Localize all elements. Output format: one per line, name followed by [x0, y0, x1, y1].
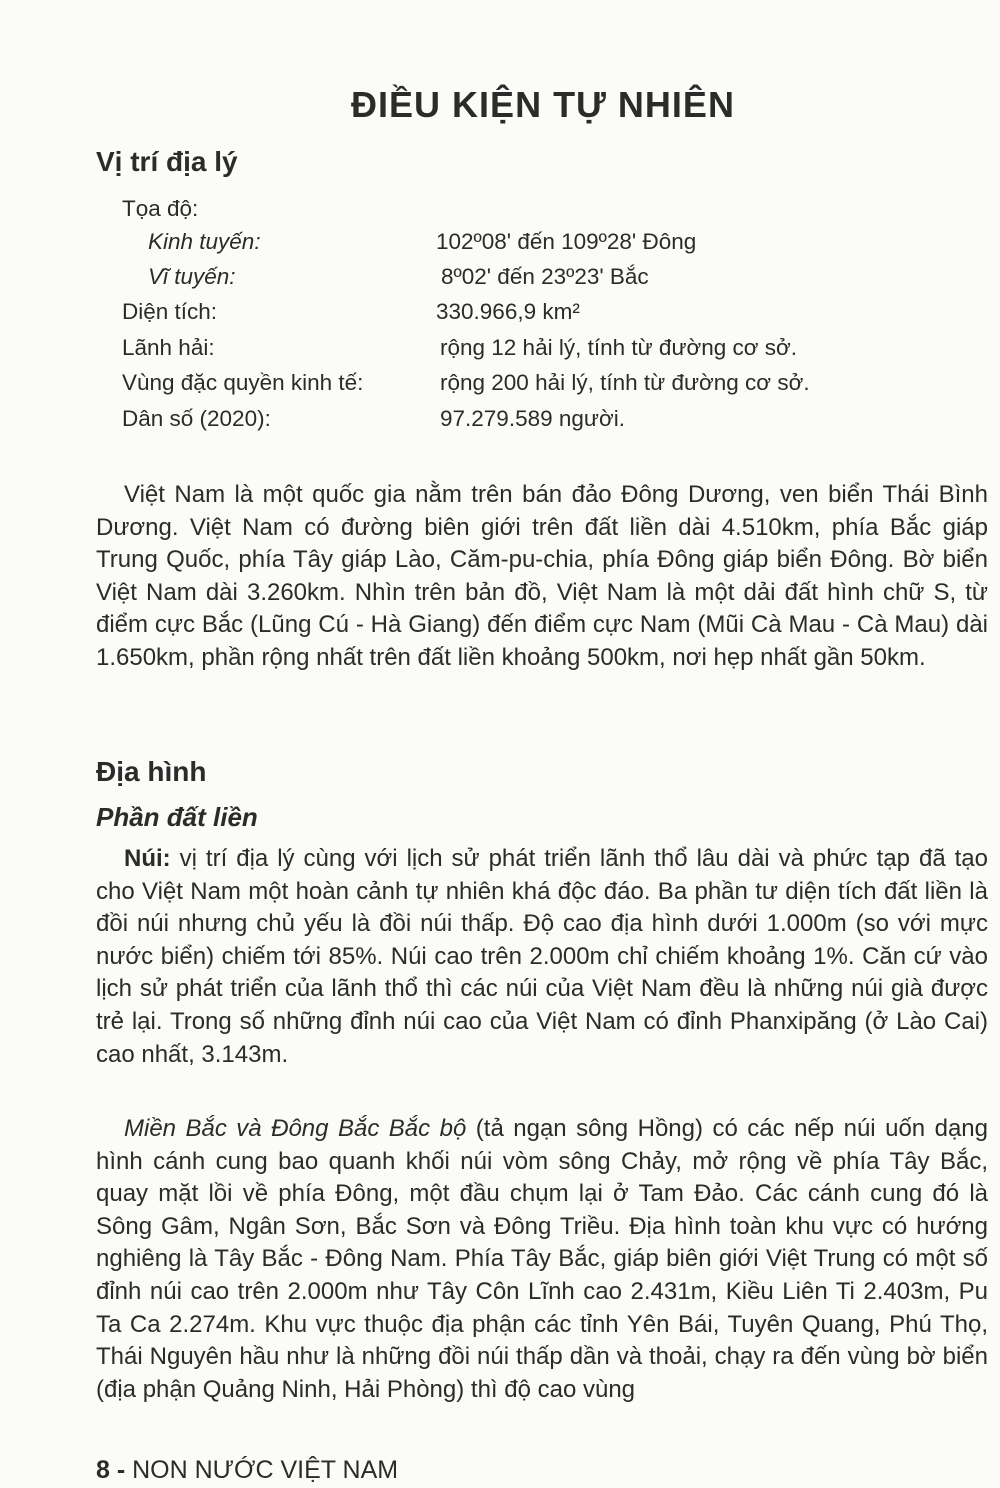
- fact-label-latitude: Vĩ tuyến:: [148, 264, 236, 289]
- fact-value-latitude: 8º02' đến 23º23' Bắc: [441, 264, 649, 289]
- book-title: NON NƯỚC VIỆT NAM: [132, 1456, 399, 1484]
- page-title: ĐIỀU KIỆN TỰ NHIÊN: [351, 84, 735, 125]
- lead-north-east: Miền Bắc và Đông Bắc Bắc bộ: [124, 1115, 467, 1142]
- paragraph-north-east: [96, 1113, 988, 1406]
- paragraph-overview: Việt Nam là một quốc gia nằm trên bán đảo Đông Dương, ven biển Thái Bình Dương. Việt Nam có đường biên giới trên đất liền dài 4.510km, phía Bắc giáp Trung Quốc, phía Tây giáp Lào, Căm-pu-chia, phía Đông giáp biển Đông. Bờ biển Việt Nam dài 3.260km. Nhìn trên bản đồ, Việt Nam là một dải đất hình chữ S, từ điểm cực Bắc (Lũng Cú - Hà Giang) đến điểm cực Nam (Mũi Cà Mau - Cà Mau) dài 1.650km, phần rộng nhất trên đất liền khoảng 500km, nơi hẹp nhất gần 50km.: [96, 481, 988, 671]
- text-mountains: vị trí địa lý cùng với lịch sử phát triển lãnh thổ lâu dài và phức tạp đã tạo cho Việt Nam một hoàn cảnh tự nhiên khá độc đáo. Ba phần tư diện tích đất liền là đồi núi nhưng chủ yếu là đồi núi thấp. Độ cao địa hình dưới 1.000m (so với mực nước biển) chiếm tới 85%. Núi cao trên 2.000m chỉ chiếm khoảng 1%. Căn cứ vào lịch sử phát triển của lãnh thổ thì các núi của Việt Nam đều là những núi già được trẻ lại. Trong số những đỉnh núi cao của Việt Nam có đỉnh Phanxipăng (ở Lào Cai) cao nhất, 3.143m.: [96, 845, 988, 1068]
- section-heading-terrain: Địa hình: [96, 756, 207, 787]
- page-footer: [96, 1456, 398, 1485]
- footer-separator: -: [109, 1456, 133, 1484]
- fact-label-territorial-waters: Lãnh hải:: [122, 335, 215, 360]
- fact-label-area: Diện tích:: [122, 299, 218, 324]
- subheading-mainland: Phần đất liền: [96, 802, 258, 832]
- section-heading-location: Vị trí địa lý: [96, 146, 238, 177]
- text-north-east: (tả ngạn sông Hồng) có các nếp núi uốn dạng hình cánh cung bao quanh khối núi vòm sông Chảy, mở rộng về phía Tây Bắc, quay mặt lồi về phía Đông, một đầu chụm lại ở Tam Đảo. Các cánh cung đó là Sông Gâm, Ngân Sơn, Bắc Sơn và Đông Triều. Địa hình toàn khu vực có hướng nghiêng là Tây Bắc - Đông Nam. Phía Tây Bắc, giáp biên giới Việt Trung có một số đỉnh núi cao trên 2.000m như Tây Côn Lĩnh cao 2.431m, Kiều Liên Ti 2.403m, Pu Ta Ca 2.274m. Khu vực thuộc địa phận các tỉnh Yên Bái, Tuyên Quang, Phú Thọ, Thái Nguyên hầu như là những đồi núi thấp dần và thoải, chạy ra đến vùng bờ biển (địa phận Quảng Ninh, Hải Phòng) thì độ cao vùng: [96, 1115, 988, 1403]
- fact-label-eez: Vùng đặc quyền kinh tế:: [122, 370, 364, 395]
- fact-label-longitude: Kinh tuyến:: [148, 229, 261, 254]
- paragraph-mountains: [96, 843, 988, 1071]
- lead-mountains: Núi:: [124, 845, 171, 872]
- fact-value-eez: rộng 200 hải lý, tính từ đường cơ sở.: [440, 370, 810, 395]
- fact-value-area: 330.966,9 km²: [436, 299, 580, 324]
- fact-label-population: Dân số (2020):: [122, 406, 271, 431]
- fact-value-longitude: 102º08' đến 109º28' Đông: [436, 229, 697, 254]
- fact-value-territorial-waters: rộng 12 hải lý, tính từ đường cơ sở.: [440, 335, 798, 360]
- coords-label: Tọa độ:: [122, 196, 199, 221]
- fact-value-population: 97.279.589 người.: [440, 406, 625, 431]
- page-number: 8: [96, 1456, 110, 1484]
